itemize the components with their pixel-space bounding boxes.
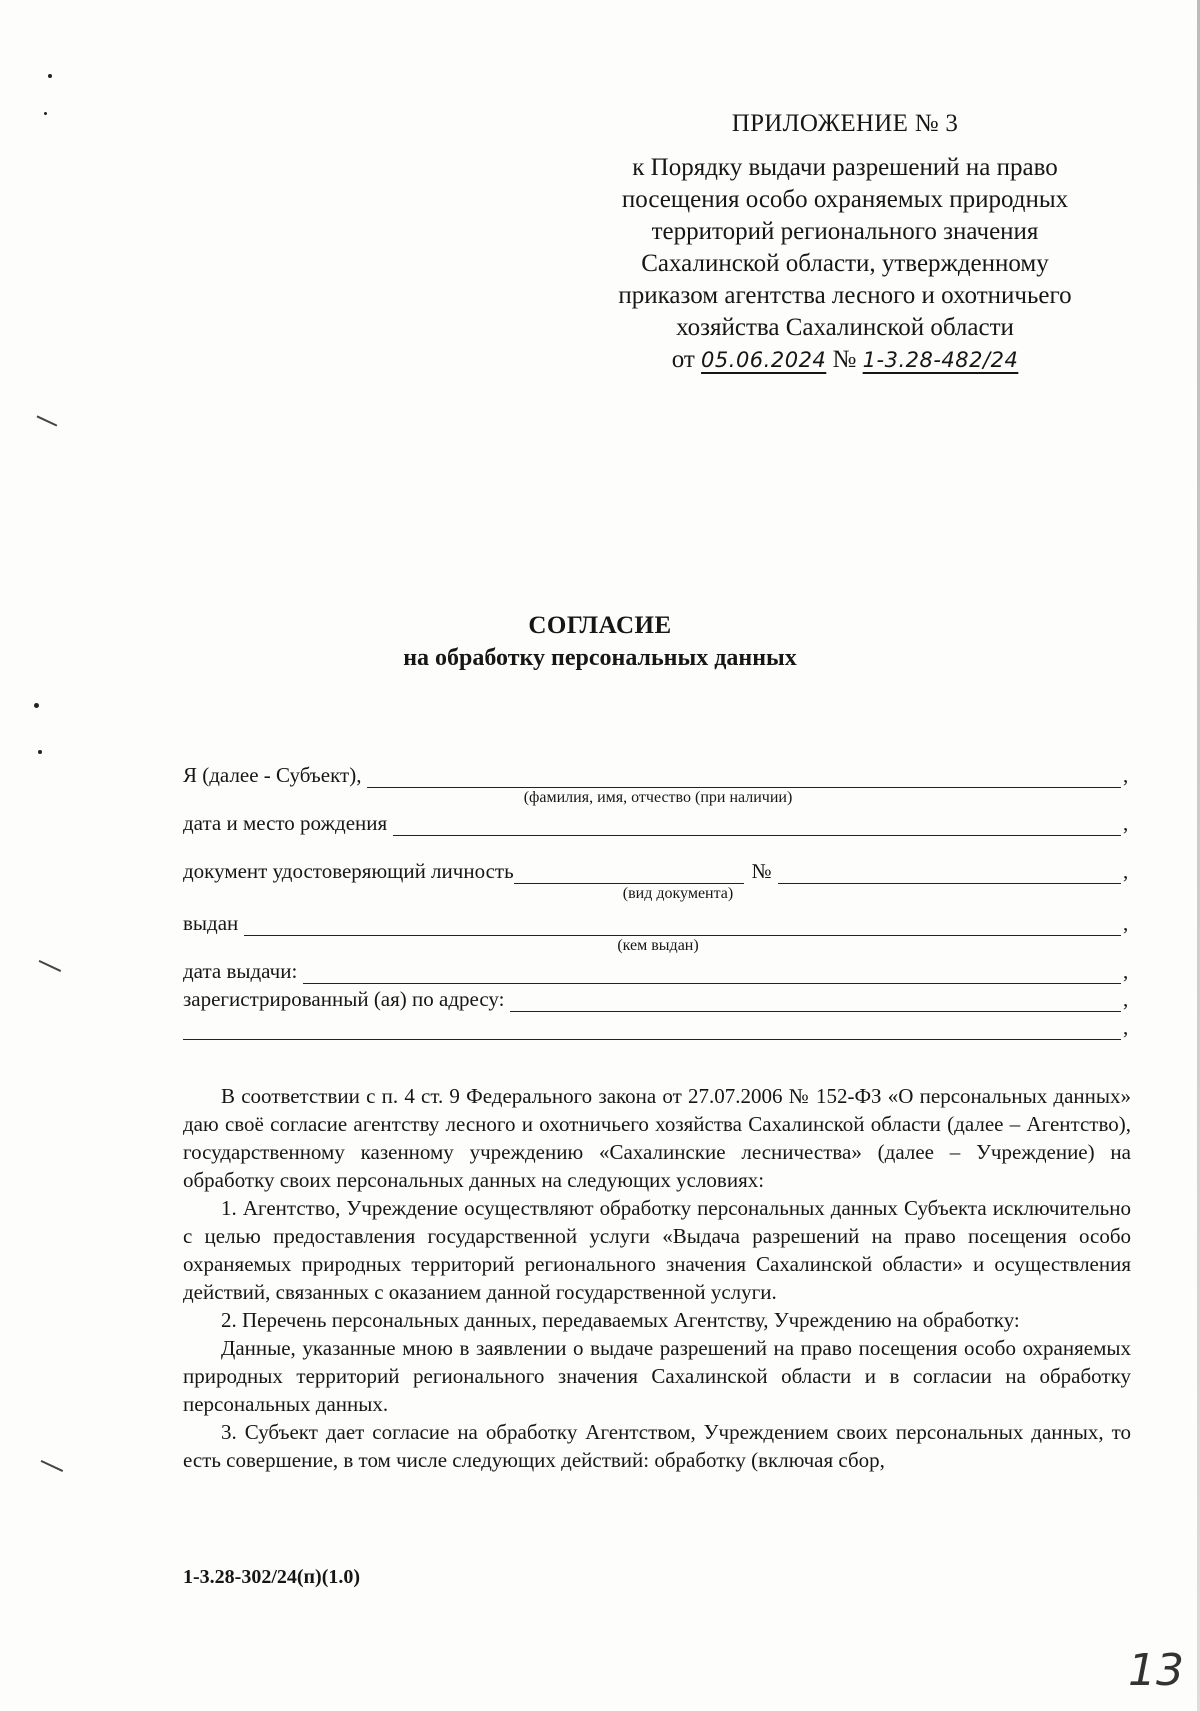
comma: , [1123, 859, 1129, 883]
document-code: 1-3.28-302/24(п)(1.0) [183, 1566, 361, 1588]
appendix-heading: ПРИЛОЖЕНИЕ № 3 [731, 110, 959, 137]
id-doc-hint: (вид документа) [622, 885, 734, 902]
id-doc-label: документ удостоверяющий личность [183, 859, 514, 883]
issued-label: выдан [183, 911, 239, 935]
birth-row [183, 808, 1133, 836]
id-doc-type-field[interactable] [514, 862, 744, 884]
body-paragraph: В соответствии с п. 4 ст. 9 Федерального закона от 27.07.2006 № 152-ФЗ «О персональных данных» даю своё согласие агентству лесного и охотничьего хозяйства Сахалинской области (далее – Агентство), государственному казенному учреждению «Сахалинские лесничества» (далее – Учреждение) на обработку своих персональных данных на следующих условиях: [183, 1084, 1131, 1192]
issued-hint: (кем выдан) [617, 937, 699, 954]
comma: , [1123, 959, 1129, 983]
handwritten-number: 1-3.28-482/24 [862, 348, 1019, 372]
address-label: зарегистрированный (ая) по адресу: [183, 987, 505, 1011]
handwritten-date: 05.06.2024 [701, 348, 827, 372]
issued-field[interactable] [244, 914, 1121, 936]
address-row-2 [183, 1012, 1133, 1040]
appendix-block [575, 108, 1115, 376]
document-subtitle: на обработку персональных данных [403, 645, 797, 671]
number-prefix: № [832, 346, 857, 373]
handwritten-page-number: 13 [1128, 1645, 1184, 1696]
scan-speck [34, 703, 39, 708]
subject-row [183, 760, 1133, 788]
address-field-continued[interactable] [183, 1018, 1121, 1040]
appendix-line: к Порядку выдачи разрешений на право [632, 154, 1058, 181]
body-paragraph: 2. Перечень персональных данных, передаваемых Агентству, Учреждению на обработку: [221, 1308, 1020, 1332]
issued-row [183, 908, 1133, 936]
body-paragraph: 1. Агентство, Учреждение осуществляют обработку персональных данных Субъекта исключительно с целью предоставления государственной услуги «Выдача разрешений на право посещения особо охраняемых природных территорий регионального значения Сахалинской области» и осуществления действий, связанных с оказанием данной государственной услуги. [183, 1196, 1131, 1304]
id-number-label: № [751, 859, 772, 883]
comma: , [1123, 811, 1129, 835]
comma: , [1123, 1015, 1129, 1039]
issue-date-row [183, 956, 1133, 984]
comma: , [1123, 911, 1129, 935]
scan-speck [48, 74, 52, 78]
body-paragraph: 3. Субъект дает согласие на обработку Агентством, Учреждением своих персональных данных, то есть совершение, в том числе следующих действий: обработку (включая сбор, [183, 1420, 1131, 1472]
body-paragraph: Данные, указанные мною в заявлении о выдаче разрешений на право посещения особо охраняемых природных территорий регионального значения Сахалинской области и в согласии на обработку персональных данных. [183, 1336, 1131, 1416]
scan-mark [37, 415, 58, 426]
subject-hint: (фамилия, имя, отчество (при наличии) [523, 789, 793, 806]
date-prefix: от [671, 346, 695, 373]
issue-date-field[interactable] [303, 962, 1121, 984]
appendix-line: посещения особо охраняемых природных [621, 186, 1069, 213]
appendix-line: Сахалинской области, утвержденному [641, 250, 1049, 277]
scan-speck [38, 750, 42, 754]
address-row [183, 984, 1133, 1012]
scan-mark [39, 960, 61, 972]
appendix-line: территорий регионального значения [651, 218, 1039, 245]
consent-body [183, 1082, 1131, 1474]
id-number-field[interactable] [778, 862, 1121, 884]
comma: , [1123, 987, 1129, 1011]
order-date-line [575, 344, 1115, 376]
subject-name-field[interactable] [367, 766, 1121, 788]
appendix-line: приказом агентства лесного и охотничьего [618, 282, 1072, 309]
personal-data-form [183, 760, 1133, 1040]
birth-label: дата и место рождения [183, 811, 388, 835]
appendix-line: хозяйства Сахалинской области [676, 314, 1014, 341]
scan-speck [44, 112, 47, 115]
id-doc-row [183, 856, 1133, 884]
comma: , [1123, 763, 1129, 787]
issue-date-label: дата выдачи: [183, 959, 298, 983]
scan-mark [41, 1460, 63, 1472]
subject-label: Я (далее - Субъект), [183, 763, 362, 787]
address-field[interactable] [510, 990, 1121, 1012]
birth-field[interactable] [393, 814, 1121, 836]
document-title: СОГЛАСИЕ [528, 612, 672, 639]
